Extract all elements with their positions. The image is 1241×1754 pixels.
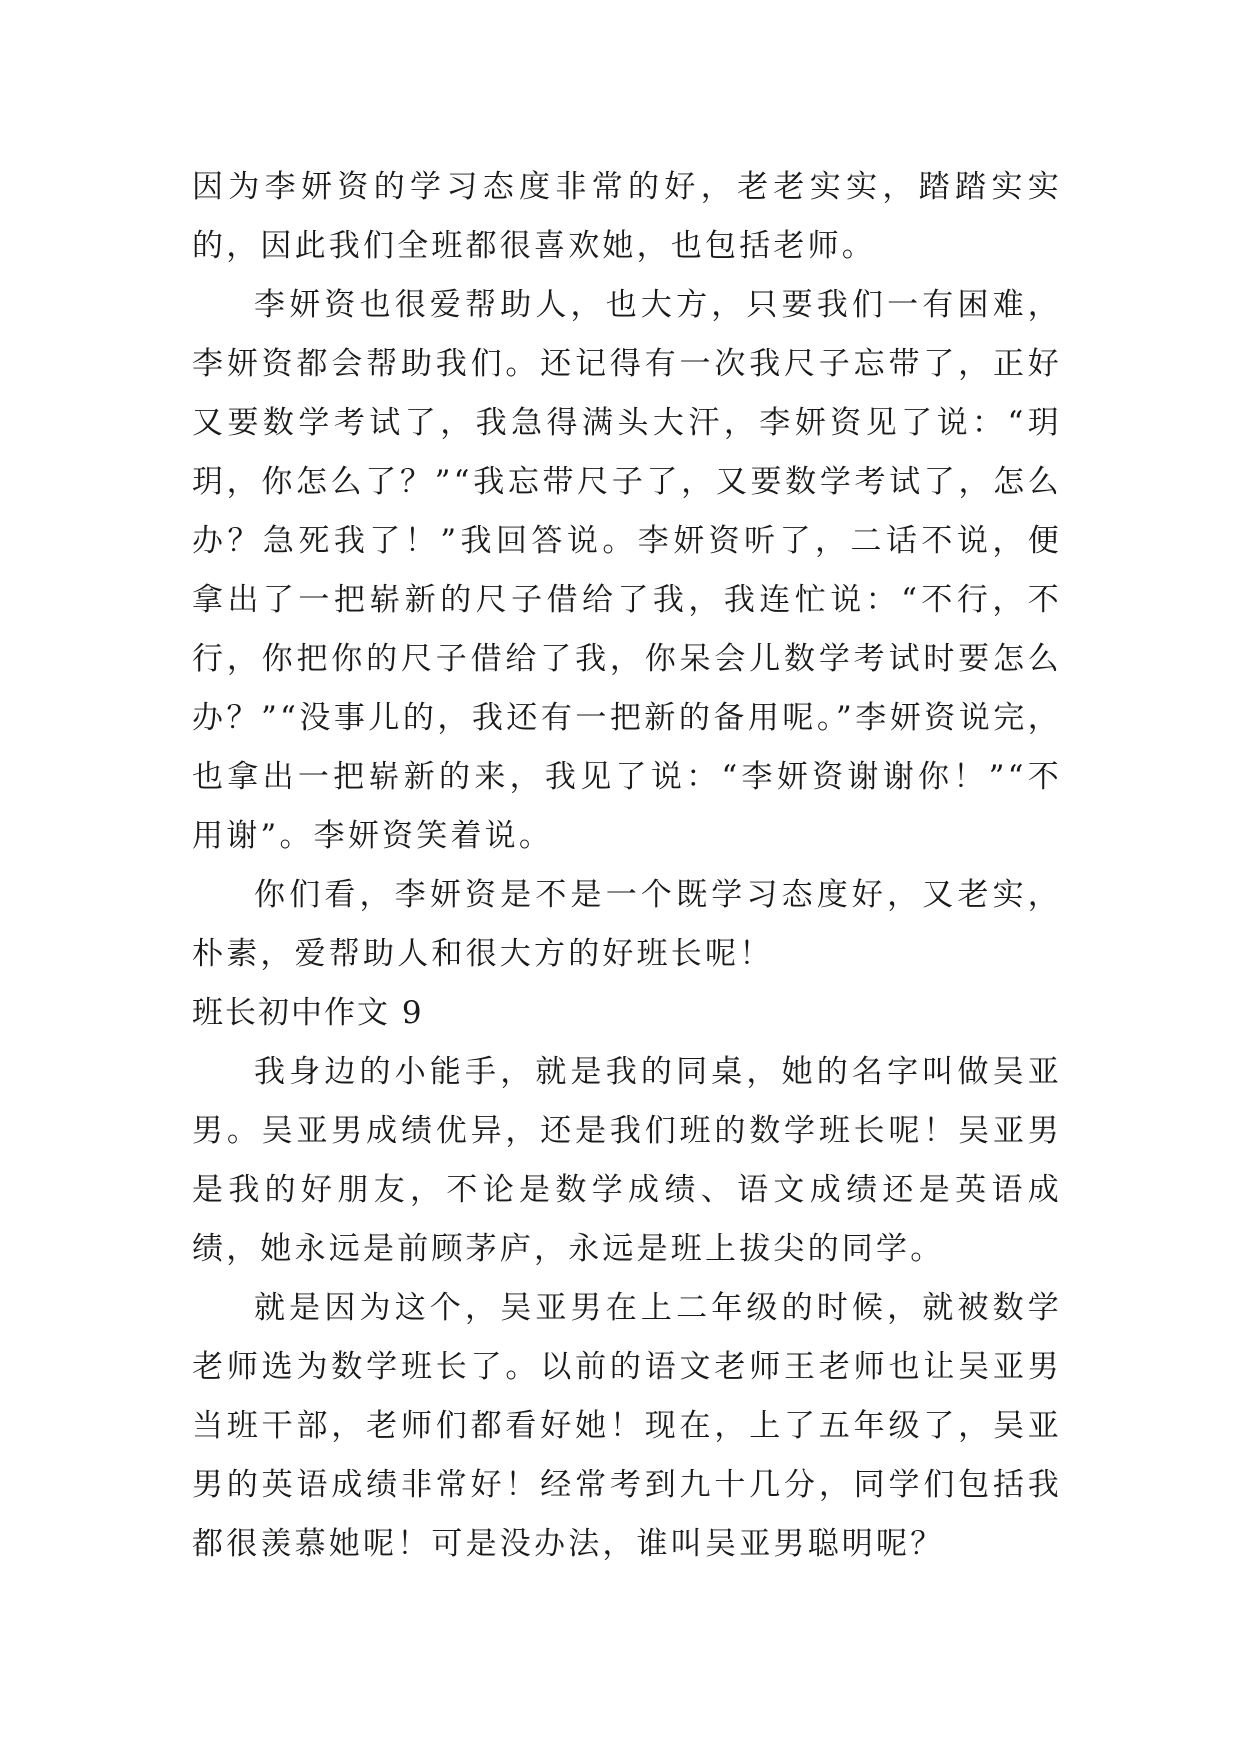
paragraph-3: 你们看，李妍资是不是一个既学习态度好，又老实，朴素，爱帮助人和很大方的好班长呢！ [192, 877, 1062, 972]
paragraph-5: 就是因为这个，吴亚男在上二年级的时候，就被数学老师选为数学班长了。以前的语文老师王老师也让吴亚男当班干部，老师们都看好她！现在，上了五年级了，吴亚男的英语成绩非常好！经常考到九十几分，同学们包括我都很羡慕她呢！可是没办法，谁叫吴亚男聪明呢？ [192, 1290, 1062, 1562]
document-body [192, 158, 1062, 1574]
paragraph-2: 李妍资也很爱帮助人，也大方，只要我们一有困难，李妍资都会帮助我们。还记得有一次我尺子忘带了，正好又要数学考试了，我急得满头大汗，李妍资见了说：“玥玥，你怎么了？”“我忘带尺子了，又要数学考试了，怎么办？急死我了！”我回答说。李妍资听了，二话不说，便拿出了一把崭新的尺子借给了我，我连忙说：“不行，不行，你把你的尺子借给了我，你呆会儿数学考试时要怎么办？”“没事儿的，我还有一把新的备用呢。”李妍资说完，也拿出一把崭新的来，我见了说：“李妍资谢谢你！”“不用谢”。李妍资笑着说。 [192, 287, 1062, 854]
paragraph-1: 因为李妍资的学习态度非常的好，老老实实，踏踏实实的，因此我们全班都很喜欢她，也包括老师。 [192, 169, 1062, 264]
paragraph-4: 我身边的小能手，就是我的同桌，她的名字叫做吴亚男。吴亚男成绩优异，还是我们班的数学班长呢！吴亚男是我的好朋友，不论是数学成绩、语文成绩还是英语成绩，她永远是前顾茅庐，永远是班上拔尖的同学。 [192, 1054, 1062, 1267]
section-heading: 班长初中作文 9 [192, 995, 424, 1031]
